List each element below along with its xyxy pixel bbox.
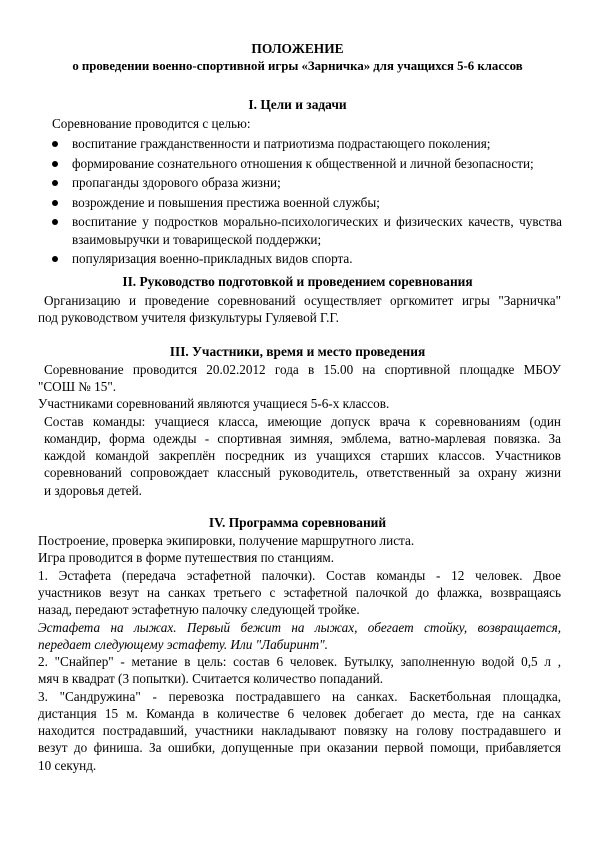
item-italic-line-1: Эстафета на лыжах. Первый бежит на лыжах, обегает стойку, возвращается, (38, 620, 561, 635)
section-3-line-7: соревнований сопровождает классный руководитель, ответственный за охрану жизни (44, 465, 561, 480)
goal-item: возрождение и повышения престижа военной службы; (52, 194, 562, 212)
section-3-line-3: Участниками соревнований являются учащиеся 5-6-х классов. (38, 396, 390, 411)
section-1-intro: Соревнование проводится с целью: (52, 116, 251, 131)
item-1-line-1: 1. Эстафета (передача эстафетной палочки). Состав команды - 12 человек. Двое (38, 568, 561, 583)
item-3-line-1: 3. "Сандружина" - перевозка пострадавшего на санках. Баскетбольная площадка, (38, 689, 561, 704)
section-4-line-2: Игра проводится в форме путешествия по станциям. (38, 550, 335, 565)
section-3-line-5: командир, форма одежды - спортивная зимняя, эмблема, ватно-марлевая повязка. За (44, 431, 561, 446)
item-3-line-5: 10 секунд. (38, 758, 97, 773)
section-3-line-1: Соревнование проводится 20.02.2012 года в 15.00 на спортивной площадке МБОУ (44, 362, 561, 377)
item-3-line-2: дистанция 15 м. Команда в количестве 6 человек добегает до места, где на санках (38, 706, 561, 721)
doc-title: ПОЛОЖЕНИЕ (251, 41, 344, 56)
doc-subtitle: о проведении военно-спортивной игры «Зарничка» для учащихся 5-6 классов (72, 59, 523, 73)
section-3-line-6: каждой командой закреплён посредник из учащихся старших классов. Участников (44, 448, 561, 463)
section-2-line-2: под руководством учителя физкультуры Гуляевой Г.Г. (38, 310, 339, 325)
section-4-line-1: Построение, проверка экипировки, получение маршрутного листа. (38, 533, 415, 548)
goal-item: воспитание у подростков морально-психологических и физических качеств, чувства взаимовыручки и товарищеской поддержки; (52, 213, 562, 248)
section-3-heading: III. Участники, время и место проведения (169, 344, 426, 359)
goal-item: пропаганды здорового образа жизни; (52, 174, 562, 192)
section-2-heading: II. Руководство подготовкой и проведением соревнования (122, 274, 473, 289)
goal-item: воспитание гражданственности и патриотизма подрастающего поколения; (52, 135, 562, 153)
section-4-heading: IV. Программа соревнований (208, 515, 387, 530)
bullet-dot-icon (52, 141, 58, 147)
item-1-line-2: участников везут на санках третьего с эстафетной палочкой до флажка, возвращаясь (38, 585, 561, 600)
item-2-line-2: мяч в квадрат (3 попытки). Считается количество попаданий. (38, 671, 384, 686)
goals-list (52, 135, 562, 270)
goal-item: популяризация военно-прикладных видов спорта. (52, 250, 562, 268)
section-2-line-1: Организацию и проведение соревнований осуществляет оргкомитет игры "Зарничка" (44, 293, 561, 308)
section-1-heading: I. Цели и задачи (248, 97, 347, 112)
item-2-line-1: 2. "Снайпер" - метание в цель: состав 6 человек. Бутылку, заполненную водой 0,5 л , (38, 654, 561, 669)
bullet-dot-icon (52, 219, 58, 225)
item-3-line-4: везут до финиша. За ошибки, допущенные при оказании первой помощи, прибавляется (38, 740, 561, 755)
bullet-dot-icon (52, 180, 58, 186)
bullet-dot-icon (52, 200, 58, 206)
item-italic-line-2: передает следующему эстафету. Или "Лабиринт". (38, 637, 328, 652)
goal-item: формирование сознательного отношения к общественной и личной безопасности; (52, 155, 562, 173)
section-3-line-4: Состав команды: учащиеся класса, имеющие допуск врача к соревнованиям (один (44, 414, 561, 429)
bullet-dot-icon (52, 256, 58, 262)
item-3-line-3: находится пострадавший, участники накладывают повязку на голову пострадавшего и (38, 723, 561, 738)
section-3-line-2: "СОШ № 15". (38, 379, 117, 394)
section-3-line-8: и здоровья детей. (44, 483, 142, 498)
item-1-line-3: назад, передают эстафетную палочку следующей тройке. (38, 602, 360, 617)
bullet-dot-icon (52, 161, 58, 167)
